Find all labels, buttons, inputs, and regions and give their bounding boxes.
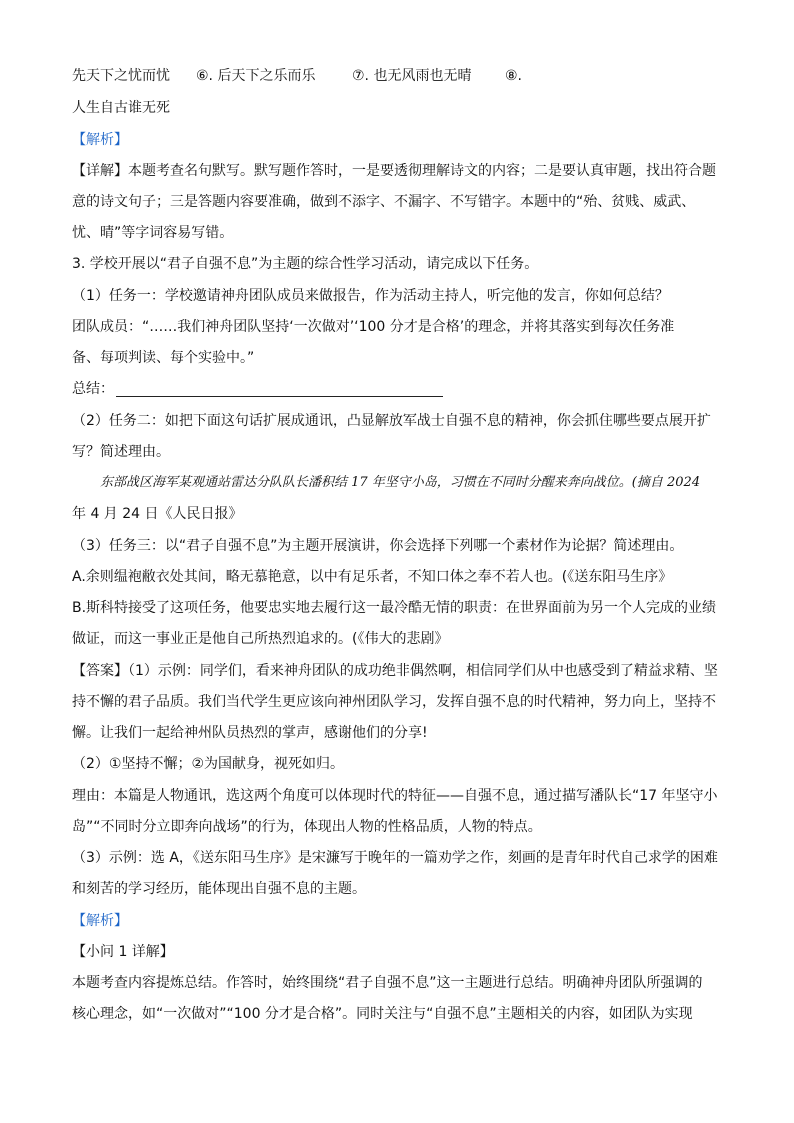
answer-2-reason-2: 岛”“不同时分立即奔向战场”的行为，体现出人物的性格品质，人物的特点。 — [72, 819, 542, 835]
sub-question-1-detail-1: 本题考查内容提炼总结。作答时，始终围绕“君子自强不息”这一主题进行总结。明确神舟团队所强调的 — [72, 975, 703, 991]
task-2-prompt-1: （2）任务二：如把下面这句话扩展成通讯，凸显解放军战士自强不息的精神，你会抓住哪些要点展开扩 — [72, 413, 711, 429]
answer-1-line-2: 持不懈的君子品质。我们当代学生更应该向神州团队学习，发挥自强不息的时代精神，努力向上，坚持不 — [72, 694, 716, 710]
option-b-2: 做证，而这一事业正是他自己所热烈追求的。(《伟大的悲剧》 — [72, 631, 449, 647]
news-excerpt-2: 年 4 月 24 日《人民日报》 — [72, 506, 243, 522]
option-a: A.余则缊袍敝衣处其间，略无慕艳意，以中有足乐者，不知口体之奉不若人也。(《送东阳马生序》 — [72, 569, 673, 585]
task-2-prompt-2: 写？简述理由。 — [72, 444, 170, 460]
sub-question-1-detail-2: 核心理念，如“一次做对”“100 分才是合格”。同时关注与“自强不息”主题相关的内容，如团队为实现 — [72, 1006, 693, 1022]
answer-3-line-1: （3）示例：选 A，《送东阳马生序》是宋濂写于晚年的一篇劝学之作，刻画的是青年时代自己求学的困难 — [72, 850, 718, 866]
option-b-1: B.斯科特接受了这项任务，他要忠实地去履行这一最冷酷无情的职责：在世界面前为另一个人完成的业绩 — [72, 600, 717, 616]
analysis-heading-2: 【解析】 — [72, 913, 128, 929]
analysis-heading: 【解析】 — [72, 132, 128, 148]
team-member-quote-1: 团队成员：“……我们神舟团队坚持‘一次做对’‘100 分才是合格’的理念，并将其落实到每次任务准 — [72, 319, 675, 335]
answer-3-line-2: 和刻苦的学习经历，能体现出自强不息的主题。 — [72, 881, 366, 897]
detail-line-3: 忧、晴”等字词容易写错。 — [72, 225, 234, 241]
detail-line-1: 【详解】本题考查名句默写。默写题作答时，一是要透彻理解诗文的内容；二是要认真审题，找出符合题 — [72, 163, 716, 179]
team-member-quote-2: 备、每项判读、每个实验中。” — [72, 350, 255, 366]
detail-line-2: 意的诗文句子；三是答题内容要准确，做到不添字、不漏字、不写错字。本题中的“殆、贫贱、威武、 — [72, 194, 696, 210]
summary-answer-blank — [116, 396, 443, 397]
answer-2-points: （2）①坚持不懈；②为国献身，视死如归。 — [72, 756, 345, 772]
answer-7: ⑦. 也无风雨也无晴 — [352, 68, 472, 84]
summary-label: 总结： — [72, 381, 114, 397]
task-3-prompt: （3）任务三：以“君子自强不息”为主题开展演讲，你会选择下列哪一个素材作为论据？简述理由。 — [72, 538, 684, 554]
answer-line-1 — [72, 66, 170, 86]
answer-text: 【答案】（1）示例：同学们，看来神舟团队的成功绝非偶然啊，相信同学们从中也感受到了精益求精、坚 — [72, 663, 718, 679]
task-1-prompt: （1）任务一：学校邀请神舟团队成员来做报告，作为活动主持人，听完他的发言，你如何总结？ — [72, 288, 669, 304]
answer-2-reason-1: 理由：本篇是人物通讯，选这两个角度可以体现时代的特征——自强不息，通过描写潘队长“17 年坚守小 — [72, 788, 718, 804]
answer-5: 先天下之忧而忧 — [72, 68, 170, 84]
answer-1-line-3: 懈。让我们一起给神州队员热烈的掌声，感谢他们的分享! — [72, 725, 428, 741]
answer-8: 人生自古谁无死 — [72, 100, 170, 116]
answer-8-label: ⑧. — [505, 68, 523, 84]
question-3-title: 3. 学校开展以“君子自强不息”为主题的综合性学习活动，请完成以下任务。 — [72, 256, 539, 272]
answer-1-line-1 — [72, 661, 718, 681]
answer-6: ⑥. 后天下之乐而乐 — [196, 68, 316, 84]
sub-question-1-heading: 【小问 1 详解】 — [72, 944, 174, 960]
news-excerpt-1: 东部战区海军某观通站雷达分队队长潘积结 17 年坚守小岛，习惯在不同时分醒来奔向战位。(摘自 2024 — [100, 475, 701, 490]
